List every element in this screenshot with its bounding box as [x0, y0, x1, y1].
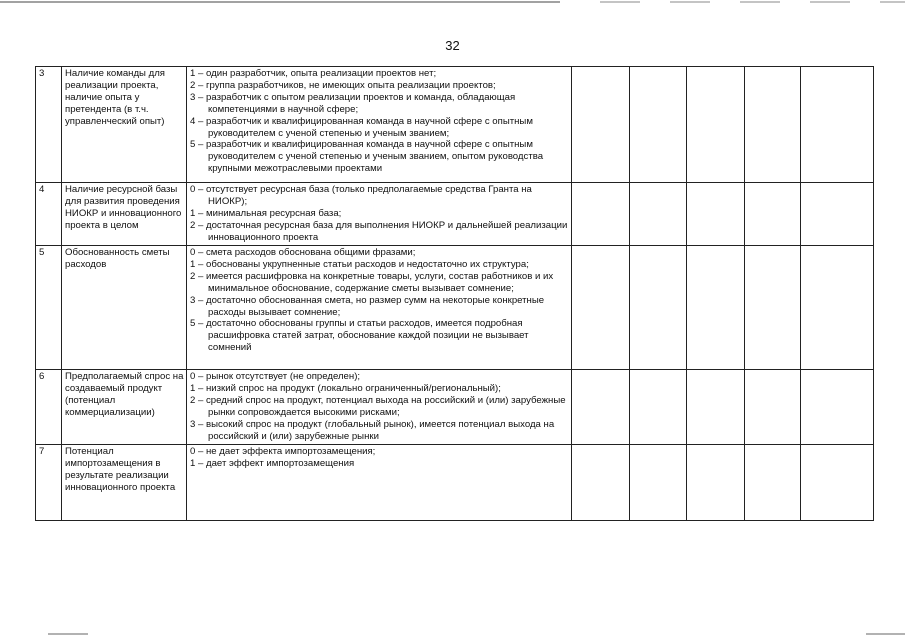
criterion-name: Наличие ресурсной базы для развития проведения НИОКР и инновационного проекта в целом	[62, 183, 187, 246]
criterion-level: 3 – высокий спрос на продукт (глобальный рынок), имеется потенциал выхода на российский и (или) зарубежные рынки	[190, 418, 555, 442]
criterion-level: 3 – разработчик с опытом реализации проектов и команда, обладающая компетенциями в научной сфере;	[190, 91, 516, 115]
criterion-level: 0 – не дает эффекта импортозамещения;	[190, 446, 376, 457]
footer-scan-mark-right	[866, 633, 905, 636]
criterion-levels	[187, 445, 572, 521]
criterion-level: 1 – дает эффект импортозамещения	[190, 457, 355, 469]
criterion-name: Предполагаемый спрос на создаваемый продукт (потенциал коммерциализации)	[62, 370, 187, 445]
score-cell-4	[745, 183, 801, 246]
criterion-levels	[187, 370, 572, 445]
criterion-levels	[187, 246, 572, 370]
criterion-level: 1 – один разработчик, опыта реализации проектов нет;	[190, 68, 437, 79]
top-scan-line	[0, 0, 905, 8]
criterion-name: Наличие команды для реализации проекта, наличие опыта у претендента (в т.ч. управленческий опыт)	[62, 67, 187, 183]
score-cell-5	[801, 246, 874, 370]
score-cell-3	[687, 445, 745, 521]
score-cell-1	[572, 445, 630, 521]
criterion-number: 6	[36, 370, 62, 445]
score-cell-3	[687, 67, 745, 183]
criterion-level: 2 – имеется расшифровка на конкретные товары, услуги, состав работников и их минимальное обоснование, содержание сметы вызывает сомнение;	[190, 270, 554, 294]
criterion-level: 0 – смета расходов обоснована общими фразами;	[190, 247, 416, 258]
score-cell-4	[745, 445, 801, 521]
criterion-name: Потенциал импортозамещения в результате реализации инновационного проекта	[62, 445, 187, 521]
score-cell-3	[687, 183, 745, 246]
score-cell-2	[630, 246, 687, 370]
score-cell-3	[687, 370, 745, 445]
criterion-number: 3	[36, 67, 62, 183]
criterion-level: 1 – минимальная ресурсная база;	[190, 207, 342, 219]
score-cell-2	[630, 445, 687, 521]
score-cell-2	[630, 370, 687, 445]
criterion-levels	[187, 67, 572, 183]
criterion-level: 0 – рынок отсутствует (не определен);	[190, 371, 361, 382]
criterion-level: 2 – средний спрос на продукт, потенциал выхода на российский и (или) зарубежные рынки сопровождается высокими рисками;	[190, 394, 566, 418]
criterion-level: 5 – разработчик и квалифицированная команда в научной сфере с опытным руководителем с ученой степенью и ученым званием, опытом руководства крупными межотраслевыми проектами	[190, 139, 544, 175]
criterion-level: 2 – достаточная ресурсная база для выполнения НИОКР и дальнейшей реализации инновационного проекта	[190, 219, 568, 243]
page-number: 32	[445, 38, 460, 53]
score-cell-2	[630, 183, 687, 246]
footer-scan-mark-left	[48, 633, 88, 636]
criterion-number: 4	[36, 183, 62, 246]
criteria-row-7	[36, 445, 874, 521]
score-cell-2	[630, 67, 687, 183]
criteria-row-6	[36, 370, 874, 445]
criterion-level: 0 – отсутствует ресурсная база (только предполагаемые средства Гранта на НИОКР);	[190, 184, 532, 207]
criteria-table	[35, 66, 874, 521]
score-cell-5	[801, 67, 874, 183]
criterion-name: Обоснованность сметы расходов	[62, 246, 187, 370]
score-cell-5	[801, 445, 874, 521]
criteria-row-4	[36, 183, 874, 246]
criterion-level: 1 – низкий спрос на продукт (локально ограниченный/региональный);	[190, 382, 501, 394]
score-cell-3	[687, 246, 745, 370]
criterion-number: 5	[36, 246, 62, 370]
criterion-levels	[187, 183, 572, 246]
criterion-level: 3 – достаточно обоснованная смета, но размер сумм на некоторые конкретные расходы вызывает сомнение;	[190, 294, 545, 318]
score-cell-5	[801, 183, 874, 246]
score-cell-1	[572, 370, 630, 445]
score-cell-1	[572, 67, 630, 183]
criterion-level: 2 – группа разработчиков, не имеющих опыта реализации проектов;	[190, 79, 496, 91]
criterion-level: 1 – обоснованы укрупненные статьи расходов и недостаточно их структура;	[190, 258, 529, 270]
score-cell-4	[745, 370, 801, 445]
criteria-row-5	[36, 246, 874, 370]
score-cell-1	[572, 183, 630, 246]
criterion-level: 4 – разработчик и квалифицированная команда в научной сфере с опытным руководителем с ученой степенью и ученым званием;	[190, 115, 533, 139]
score-cell-5	[801, 370, 874, 445]
score-cell-4	[745, 246, 801, 370]
criteria-row-3	[36, 67, 874, 183]
score-cell-1	[572, 246, 630, 370]
score-cell-4	[745, 67, 801, 183]
criterion-number: 7	[36, 445, 62, 521]
criterion-level: 5 – достаточно обоснованы группы и статьи расходов, имеется подробная расшифровка статей затрат, обоснование каждой позиции не вызывает сомнений	[190, 318, 529, 354]
